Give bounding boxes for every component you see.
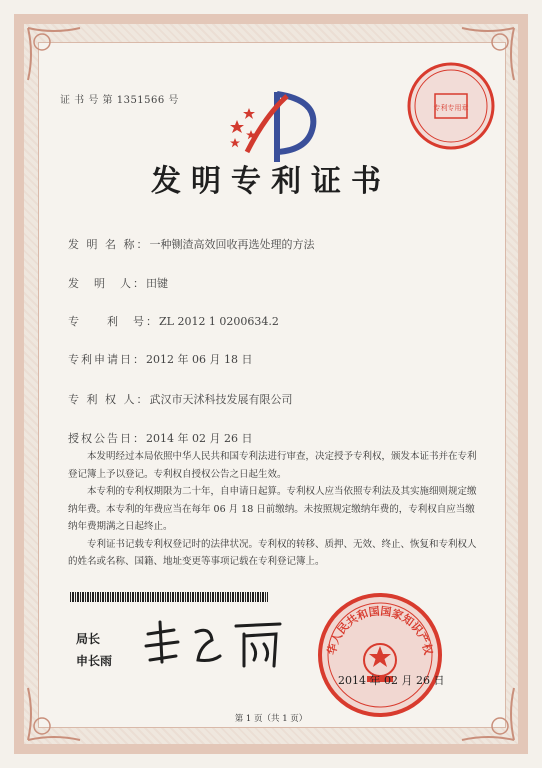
grant-date-value: 2014 年 02 月 26 日 — [146, 432, 253, 445]
statement-paragraph: 本专利的专利权期限为二十年，自申请日起算。专利权人应当依照专利法及其实施细则规定缴纳年费。本专利的年费应当在每年 06 月 18 日前缴纳。未按照规定缴纳年费的，专利权自应当缴纳年费期满之日起终止。 — [68, 486, 477, 532]
filing-date-row — [68, 351, 252, 367]
seal-text: 华人民共和国国家知识产权 — [325, 604, 435, 657]
official-seal — [315, 590, 445, 720]
invention-name-value: 一种铡渣高效回收再选处理的方法 — [149, 238, 315, 251]
patent-office-logo-icon — [225, 86, 325, 166]
page-number: 第 1 页（共 1 页） — [234, 714, 308, 724]
inventor-value: 田键 — [146, 277, 168, 290]
invention-name-row — [68, 236, 315, 252]
statement-paragraph: 本发明经过本局依照中华人民共和国专利法进行审查，决定授予专利权，颁发本证书并在专利登记簿上予以登记。专利权自授权公告之日起生效。 — [68, 451, 477, 480]
patent-number-row — [68, 313, 279, 329]
certificate-statement — [68, 448, 480, 571]
director-signature — [140, 616, 290, 672]
page-title: 发明专利证书 — [151, 164, 391, 199]
patent-number-label: 专 利 号： — [68, 315, 159, 328]
statement-paragraph: 专利证书记载专利权登记时的法律状况。专利权的转移、质押、无效、终止、恢复和专利权人的姓名或名称、国籍、地址变更等事项记载在专利登记簿上。 — [68, 538, 477, 567]
grant-date-label: 授权公告日： — [68, 432, 146, 445]
filing-date-value: 2012 年 06 月 18 日 — [146, 353, 253, 366]
grant-date-row — [68, 430, 252, 446]
seal-date: 2014 年 02 月 26 日 — [338, 674, 445, 687]
patentee-row — [68, 391, 293, 407]
patent-seal-small — [405, 60, 497, 152]
patentee-label: 专 利 权 人： — [68, 393, 150, 406]
inventor-label: 发 明 人： — [68, 277, 146, 290]
small-seal-text: 专利专用章 — [433, 104, 469, 112]
barcode — [70, 592, 268, 602]
director-name: 申长雨 — [76, 654, 113, 668]
director-title: 局长 — [76, 632, 101, 646]
inventor-row — [68, 275, 168, 291]
corner-ornament-icon — [24, 24, 84, 84]
patentee-value: 武汉市天沭科技发展有限公司 — [149, 393, 293, 406]
certificate-number: 证 书 号 第 1351566 号 — [60, 95, 179, 106]
invention-name-label: 发 明 名 称： — [68, 238, 150, 251]
filing-date-label: 专利申请日： — [68, 353, 146, 366]
patent-number-value: ZL 2012 1 0200634.2 — [159, 315, 279, 328]
